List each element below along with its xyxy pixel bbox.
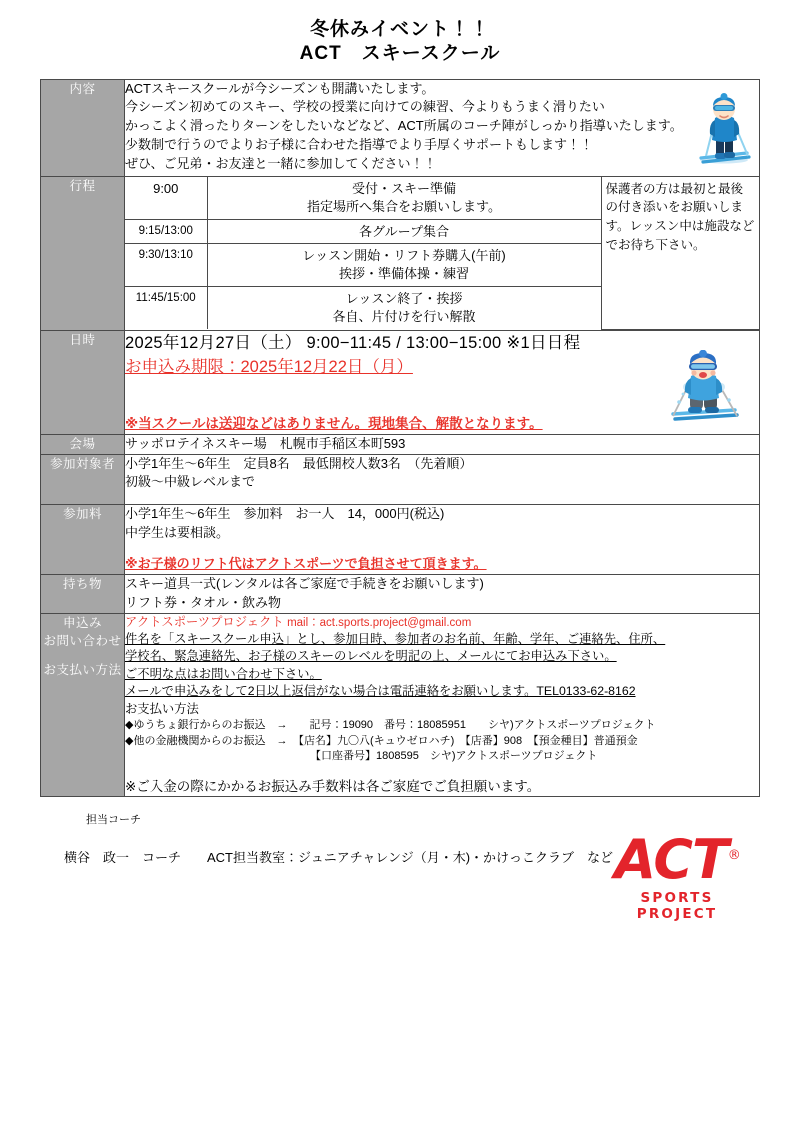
fee-lift-note: ※お子様のリフト代はアクトスポーツで負担させて頂きます。 — [125, 555, 487, 571]
payment-line: ◆ゆうちょ銀行からのお振込 → 記号：19090 番号：18085951 シヤ)アクトスポーツプロジェクト — [125, 719, 656, 732]
logo-wordmark — [614, 828, 740, 892]
title-line-2: ACT スキースクール — [299, 43, 501, 65]
logo-mark-text: ACT — [614, 828, 728, 892]
row-label-schedule: 行程 — [41, 176, 125, 330]
row-label-venue: 会場 — [41, 434, 125, 454]
schedule-row — [125, 177, 759, 219]
schedule-desc — [207, 244, 601, 287]
content-line: ACTスキースクールが今シーズンも開講いたします。 — [125, 80, 435, 96]
row-value-fee — [125, 505, 760, 575]
skier-icon — [691, 90, 757, 174]
schedule-desc-line: レッスン終了・挨拶 — [345, 291, 463, 307]
schedule-desc-line: 受付・スキー準備 — [351, 180, 456, 196]
table-row-schedule — [41, 176, 760, 330]
schedule-desc — [207, 287, 601, 329]
apply-line: 学校名、緊急連絡先、お子様のスキーのレベルを明記の上、メールにてお申込み下さい。 — [125, 649, 617, 664]
row-value-schedule — [125, 176, 760, 330]
table-row-datetime — [41, 330, 760, 434]
row-label-datetime: 日時 — [41, 330, 125, 434]
apply-line: 件名を「スキースクール申込」とし、参加日時、参加者のお名前、年齢、学年、ご連絡先、住所、 — [125, 631, 666, 646]
schedule-desc-line: レッスン開始・リフト券購入(午前) — [302, 248, 506, 264]
content-line: 少数制で行うのでよりお子様に合わせた指導でより手厚くサポートもします！！ — [125, 137, 594, 153]
apply-org-name: アクトスポーツプロジェクト — [125, 614, 284, 629]
registered-trademark-icon: ® — [727, 848, 740, 864]
coach-heading: 担当コーチ — [86, 814, 141, 827]
schedule-time: 9:30/13:10 — [125, 244, 207, 287]
datetime-main: 2025年12月27日（土） 9:00−11:45 / 13:00−15:00 ※1日日程 — [125, 333, 581, 352]
apply-label-line: お支払い方法 — [43, 663, 122, 677]
spacer — [125, 765, 759, 777]
apply-line: ご不明な点はお問い合わせ下さい。 — [125, 666, 322, 681]
row-value-apply — [125, 613, 760, 797]
schedule-guardian-note: 保護者の方は最初と最後の付き添いをお願いします。レッスン中は施設などでお待ち下さい。 — [601, 177, 759, 330]
apply-label-line: 申込み — [62, 615, 102, 630]
footer — [40, 811, 760, 961]
payment-line: ◆他の金融機関からのお振込 → 【店名】九〇八(キュウゼロハチ) 【店番】908 【預金種目】普通預金 — [125, 734, 638, 747]
fee-line: 中学生は要相談。 — [125, 525, 230, 541]
coach-info: 横谷 政一 コーチ ACT担当教室：ジュニアチャレンジ（月・木)・かけっこクラブ など — [64, 850, 614, 866]
table-row-apply — [41, 613, 760, 797]
venue-text: サッポロテイネスキー場 札幌市手稲区本町593 — [125, 435, 406, 451]
content-line: 今シーズン初めてのスキー、学校の授業に向けての練習、今よりもうまく滑りたい — [125, 99, 605, 115]
spacer — [125, 492, 759, 504]
schedule-desc-line: 各グループ集合 — [359, 223, 449, 239]
table-row-fee — [41, 505, 760, 575]
table-row-bring — [41, 574, 760, 613]
apply-org-line — [125, 614, 759, 631]
bring-line: リフト券・タオル・飲み物 — [125, 594, 282, 610]
table-row-venue — [41, 434, 760, 454]
schedule-desc-line: 挨拶・準備体操・練習 — [338, 266, 469, 282]
schedule-desc — [207, 219, 601, 244]
page-title — [0, 0, 800, 67]
schedule-desc-line: 指定場所へ集合をお願いします。 — [307, 198, 501, 214]
target-line: 初級～中級レベルまで — [125, 474, 256, 490]
spacer — [41, 651, 124, 661]
row-label-apply — [41, 613, 125, 797]
row-value-datetime — [125, 330, 760, 434]
schedule-table — [125, 177, 759, 330]
row-value-bring — [125, 574, 760, 613]
row-label-bring: 持ち物 — [41, 574, 125, 613]
skier-icon — [657, 350, 749, 430]
datetime-notice: ※当スクールは送迎などはありません。現地集合、解散となります。 — [125, 416, 543, 432]
content-line: かっこよく滑ったりターンをしたいなどなど、ACT所属のコーチ陣がしっかり指導いたします。 — [125, 118, 683, 134]
flyer-table — [40, 79, 760, 798]
schedule-time: 9:00 — [125, 177, 207, 219]
act-logo — [602, 828, 752, 923]
table-row-target — [41, 454, 760, 505]
content-text — [125, 80, 759, 174]
title-line-1: 冬休みイベント！！ — [309, 19, 490, 40]
row-value-venue — [125, 434, 760, 454]
schedule-desc-line: 各自、片付けを行い解散 — [332, 309, 476, 325]
row-label-content: 内容 — [41, 79, 125, 176]
schedule-time: 11:45/15:00 — [125, 287, 207, 329]
bring-line: スキー道具一式(レンタルは各ご家庭で手続きをお願いします) — [125, 575, 484, 591]
payment-account-line: 【口座番号】1808595 シヤ)アクトスポーツプロジェクト — [310, 750, 598, 763]
schedule-desc — [207, 177, 601, 219]
apply-label-line: お問い合わせ — [43, 634, 122, 649]
target-line: 小学1年生～6年生 定員8名 最低開校人数3名 （先着順） — [125, 455, 473, 471]
content-line: ぜひ、ご兄弟・お友達と一緒に参加してください！！ — [125, 156, 437, 171]
application-deadline: お申込み期限：2025年12月22日（月） — [125, 358, 413, 377]
logo-tagline: SPORTS PROJECT — [636, 890, 718, 923]
apply-email[interactable]: mail：act.sports.project@gmail.com — [287, 616, 472, 629]
payment-heading: お支払い方法 — [125, 701, 199, 716]
spacer — [125, 543, 759, 555]
row-label-target: 参加対象者 — [41, 454, 125, 505]
fee-line: 小学1年生～6年生 参加料 お一人 14，000円(税込) — [125, 506, 445, 522]
table-row-content — [41, 79, 760, 176]
schedule-time: 9:15/13:00 — [125, 219, 207, 244]
apply-line-phone: メールで申込みをして2日以上返信がない場合は電話連絡をお願いします。TEL0133-62-8162 — [125, 684, 636, 699]
payment-fee-note: ※ご入金の際にかかるお振込み手数料は各ご家庭でご負担願います。 — [125, 779, 541, 795]
row-label-fee: 参加料 — [41, 505, 125, 575]
row-value-target — [125, 454, 760, 505]
row-value-content — [125, 79, 760, 176]
